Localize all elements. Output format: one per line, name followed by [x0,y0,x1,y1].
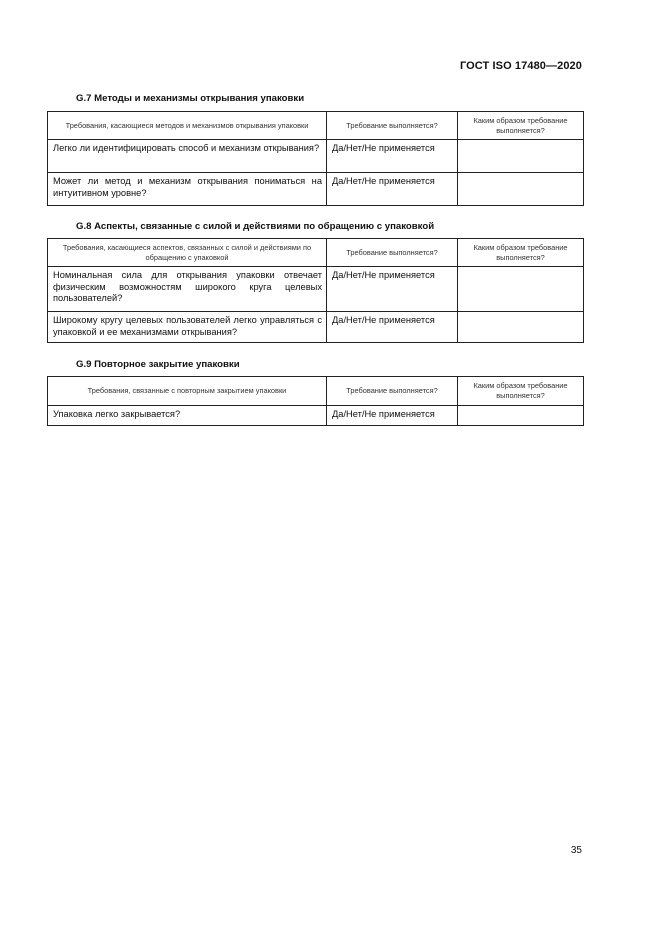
column-header-how: Каким образом требование выполняется? [458,377,584,406]
requirements-table-g9 [47,376,584,426]
column-header-fulfilled: Требование выполняется? [327,239,458,267]
requirement-question: Упаковка легко закрывается? [48,406,327,426]
requirement-question: Номинальная сила для открывания упаковки отвечает физическим возможностям широкого круга целевых пользователей? [48,267,327,312]
document-header: ГОСТ ISO 17480—2020 [459,60,582,72]
requirements-table-g7 [47,111,584,206]
table-row [48,267,584,312]
section-title-g8: G.8 Аспекты, связанные с силой и действиями по обращению с упаковкой [76,221,435,232]
column-header-requirements: Требования, касающиеся аспектов, связанных с силой и действиями по обращению с упаковкой [48,239,327,267]
requirement-answer: Да/Нет/Не применяется [327,406,458,426]
requirements-table-g8 [47,238,584,343]
table-row [48,406,584,426]
table-row [48,312,584,343]
column-header-fulfilled: Требование выполняется? [327,112,458,140]
column-header-how: Каким образом требование выполняется? [458,112,584,140]
requirement-question: Широкому кругу целевых пользователей легко управляться с упаковкой и ее механизмами открывания? [48,312,327,343]
column-header-requirements: Требования, связанные с повторным закрытием упаковки [48,377,327,406]
requirement-how [458,140,584,173]
requirement-how [458,312,584,343]
table-row [48,173,584,206]
requirement-question: Может ли метод и механизм открывания пониматься на интуитивном уровне? [48,173,327,206]
requirement-answer: Да/Нет/Не применяется [327,267,458,312]
requirement-answer: Да/Нет/Не применяется [327,140,458,173]
section-title-g9: G.9 Повторное закрытие упаковки [76,359,240,370]
requirement-how [458,267,584,312]
column-header-fulfilled: Требование выполняется? [327,377,458,406]
section-title-g7: G.7 Методы и механизмы открывания упаковки [76,93,305,104]
requirement-question: Легко ли идентифицировать способ и механизм открывания? [48,140,327,173]
page-number: 35 [570,845,582,856]
column-header-how: Каким образом требование выполняется? [458,239,584,267]
requirement-answer: Да/Нет/Не применяется [327,312,458,343]
table-row [48,140,584,173]
requirement-answer: Да/Нет/Не применяется [327,173,458,206]
requirement-how [458,173,584,206]
requirement-how [458,406,584,426]
column-header-requirements: Требования, касающиеся методов и механизмов открывания упаковки [48,112,327,140]
